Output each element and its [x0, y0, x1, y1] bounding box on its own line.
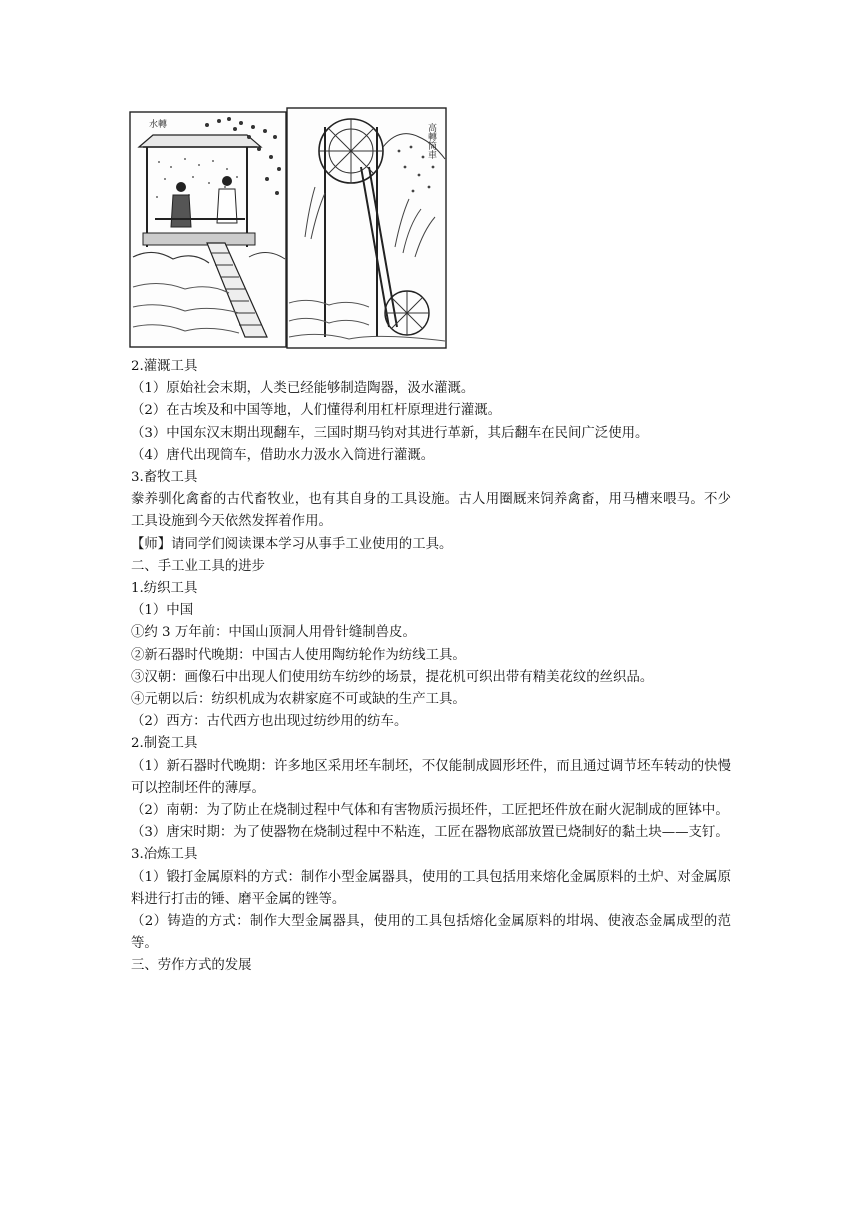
right-woodcut-tube-wheel: [287, 108, 446, 348]
paragraph: ②新石器时代晚期：中国古人使用陶纺轮作为纺线工具。: [131, 647, 466, 663]
section-heading: 二、手工业工具的进步: [131, 558, 265, 574]
section-heading: 2.灌溉工具: [131, 359, 198, 374]
section-heading: 2.制瓷工具: [131, 736, 198, 752]
paragraph: （3）中国东汉末期出现翻车，三国时期马钧对其进行革新，其后翻车在民间广泛使用。: [131, 425, 649, 441]
paragraph: 豢养驯化禽畜的古代畜牧业，也有其自身的工具设施。古人用圈厩来饲养禽畜，用马槽来喂马。不少工具设施到今天依然发挥着作用。: [131, 492, 731, 530]
left-woodcut-waterwheel-pavilion: [130, 112, 286, 347]
paragraph: （1）新石器时代晚期：许多地区采用坯车制坯，不仅能制成圆形坯件，而且通过调节坯车转动的快慢可以控制坯件的薄厚。: [131, 758, 731, 796]
section-heading: 3.冶炼工具: [131, 847, 198, 863]
paragraph: （2）在古埃及和中国等地，人们懂得利用杠杆原理进行灌溉。: [131, 403, 502, 419]
right-woodcut-inscription: 高轉筒車: [426, 123, 436, 159]
paragraph: ①约 3 万年前：中国山顶洞人用骨针缝制兽皮。: [131, 625, 416, 641]
paragraph: （3）唐宋时期：为了使器物在烧制过程中不粘连，工匠在器物底部放置已烧制好的黏土块——支钉。: [131, 825, 729, 841]
paragraph: （4）唐代出现筒车，借助水力汲水入筒进行灌溉。: [131, 447, 435, 463]
paragraph: ③汉朝：画像石中出现人们使用纺车纺纱的场景，提花机可织出带有精美花纹的丝织品。: [131, 669, 654, 685]
section-heading: 三、劳作方式的发展: [131, 958, 252, 974]
paragraph: （1）中国: [131, 603, 194, 619]
irrigation-illustrations: [129, 107, 449, 351]
paragraph: （2）南朝：为了防止在烧制过程中气体和有害物质污损坯件，工匠把坯件放在耐火泥制成的匣钵中。: [131, 803, 729, 819]
section-heading: 1.纺织工具: [131, 581, 198, 597]
paragraph: （2）西方：古代西方也出现过纺纱用的纺车。: [131, 714, 408, 730]
paragraph: （1）原始社会末期，人类已经能够制造陶器，汲水灌溉。: [131, 381, 475, 397]
paragraph: ④元朝以后：纺织机成为农耕家庭不可或缺的生产工具。: [131, 692, 466, 708]
left-woodcut-inscription: 水轉: [149, 120, 168, 130]
section-heading: 3.畜牧工具: [131, 470, 198, 486]
document-body: [131, 356, 731, 978]
paragraph: （1）锻打金属原料的方式：制作小型金属器具，使用的工具包括用来熔化金属原料的土炉、对金属原料进行打击的锤、磨平金属的锉等。: [131, 869, 731, 907]
paragraph: 【师】请同学们阅读课本学习从事手工业使用的工具。: [131, 536, 453, 552]
paragraph: （2）铸造的方式：制作大型金属器具，使用的工具包括熔化金属原料的坩埚、使液态金属成型的范等。: [131, 914, 731, 952]
